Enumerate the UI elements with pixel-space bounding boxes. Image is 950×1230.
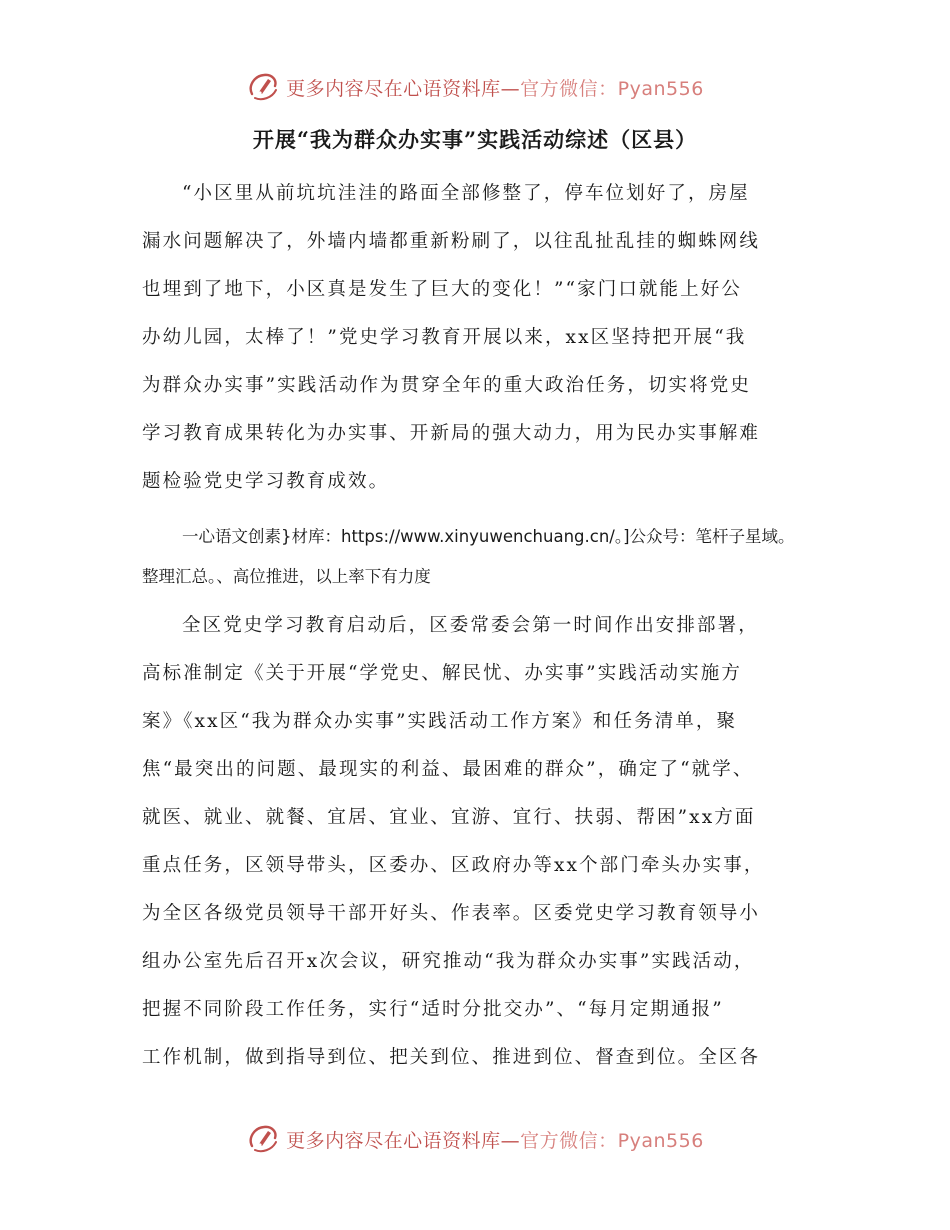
paragraph-line: 把握不同阶段工作任务，实行“适时分批交办”、“每月定期通报” [142, 999, 724, 1020]
paragraph-line: 题检验党史学习教育成效。 [142, 471, 390, 492]
banner-dash: — [500, 77, 521, 100]
paragraph-line: 为群众办实事”实践活动作为贯穿全年的重大政治任务，切实将党史 [142, 375, 751, 396]
paragraph-line: 组办公室先后召开x次会议，研究推动“我为群众办实事”实践活动， [142, 951, 755, 972]
document-title: 开展“我为群众办实事”实践活动综述（区县） [252, 127, 698, 152]
paragraph-line: 就医、就业、就餐、宜居、宜业、宜游、宜行、扶弱、帮困”xx方面 [142, 807, 756, 828]
section-heading-line: 整理汇总。、高位推进，以上率下有力度 [142, 567, 431, 586]
banner-wechat-text: 官方微信：Pyan556 [520, 1129, 704, 1152]
banner-text [286, 1126, 704, 1153]
paragraph-line: 为全区各级党员领导干部开好头、作表率。区委党史学习教育领导小 [142, 903, 761, 924]
paragraph-line: 全区党史学习教育启动后，区委常委会第一时间作出安排部署， [182, 615, 759, 636]
paragraph-2 [142, 602, 802, 1082]
banner-library-text: 更多内容尽在心语资料库 [286, 1129, 501, 1152]
watermark-line: 一心语文创素}材库：https://www.xinyuwenchuang.cn/。]公众号：笔杆子星域。 [182, 527, 795, 546]
pen-nib-swirl-logo-icon [246, 70, 280, 104]
watermark-section-heading [142, 517, 842, 597]
banner-text [286, 74, 704, 101]
paragraph-line: 也埋到了地下，小区真是发生了巨大的变化！”“家门口就能上好公 [142, 279, 742, 300]
paragraph-line: 学习教育成果转化为办实事、开新局的强大动力，用为民办实事解难 [142, 423, 761, 444]
paragraph-line: 工作机制，做到指导到位、把关到位、推进到位、督查到位。全区各 [142, 1047, 761, 1068]
paragraph-line: 漏水问题解决了，外墙内墙都重新粉刷了，以往乱扯乱挂的蜘蛛网线 [142, 231, 761, 252]
pen-nib-swirl-logo-icon [246, 1122, 280, 1156]
paragraph-1 [142, 170, 802, 506]
paragraph-line: 重点任务，区领导带头，区委办、区政府办等xx个部门牵头办实事， [142, 855, 765, 876]
banner-dash: — [500, 1129, 521, 1152]
paragraph-line: 高标准制定《关于开展“学党史、解民忧、办实事”实践活动实施方 [142, 663, 742, 684]
paragraph-line: 焦“最突出的问题、最现实的利益、最困难的群众”，确定了“就学、 [142, 759, 754, 780]
paragraph-line: 案》《xx区“我为群众办实事”实践活动工作方案》和任务清单，聚 [142, 711, 738, 732]
footer-banner [0, 1122, 950, 1156]
paragraph-line: 办幼儿园，太棒了！”党史学习教育开展以来，xx区坚持把开展“我 [142, 327, 747, 348]
paragraph-line: “小区里从前坑坑洼洼的路面全部修整了，停车位划好了，房屋 [182, 183, 750, 204]
banner-wechat-text: 官方微信：Pyan556 [520, 77, 704, 100]
banner-library-text: 更多内容尽在心语资料库 [286, 77, 501, 100]
header-banner [0, 70, 950, 104]
